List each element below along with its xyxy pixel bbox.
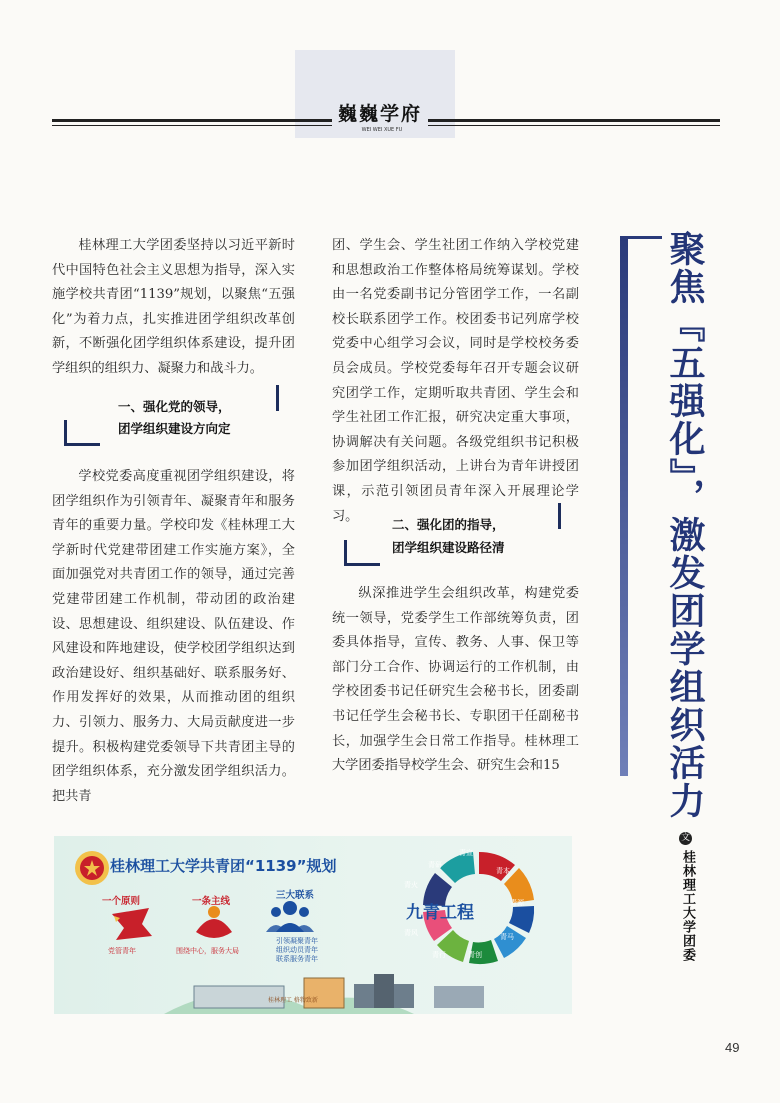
ring-item-4: 青源 bbox=[510, 899, 524, 907]
ring-item-8: 青风 bbox=[404, 929, 418, 937]
section2-paragraph: 纵深推进学生会组织改革，构建党委统一领导，党委学生工作部统筹负责，团委具体指导，宣传、教务、人事、保卫等部门分工合作、协调运行的工作机制，由学校团委书记任研究生会秘书长，团委副书记任学生会秘书长、专职团干任副秘书长，加强学生会日常工作指导。桂林理工大学团委指导校学生会、研究生会和15 bbox=[332, 586, 579, 774]
flag-icon bbox=[112, 908, 152, 940]
section2-heading-line2: 团学组织建设路径清 bbox=[392, 540, 505, 555]
ring-item-3: 青本 bbox=[496, 867, 510, 875]
banner-title: 桂林理工大学共青团“1139”规划 bbox=[110, 857, 337, 875]
section1-bracket-right bbox=[276, 385, 279, 411]
section1-paragraph: 学校党委高度重视团学组织建设，将团学组织作为引领青年、凝聚青年和服务青年的重要力量。学校印发《桂林理工大学新时代党建带团建工作实施方案》，全面加强党对共青团工作的领导，通过完善党建带团建工作机制，带动团的政治建设、思想建设、组织建设、队伍建设、作风建设和阵地建设，使学校团学组织达到政治建设好、组织基础好、联系服务好、作用发挥好的效果，从而推动团的组织力、引领力、服务力、大局贡献度进一步提升。积极构建党委领导下共青团主导的团学组织体系，充分激发团学组织活力。把共青 bbox=[52, 469, 295, 804]
ring-item-9: 青火 bbox=[404, 881, 418, 889]
pillar1-caption: 党管青年 bbox=[108, 947, 136, 955]
pillar3-item-1: 引领凝聚青年 bbox=[276, 937, 318, 945]
header-rule-right-thin bbox=[428, 125, 720, 126]
section1-heading-line1: 一、强化党的领导， bbox=[118, 399, 231, 414]
ring-item-2: 青宣 bbox=[459, 849, 473, 857]
section1-paragraph-continued: 团、学生会、学生社团工作纳入学校党建和思想政治工作整体格局统筹谋划。学校由一名党委副书记分管团学工作，一名副校长联系团学工作。校团委书记列席学校党委中心组学习会议，同时是学校校务委员会成员。学校党委每年召开专题会议研究团学工作，定期听取共青团、学生会和学生社团工作汇报，研究决定重大事项，协调解决有关问题。各级党组织书记积极参加团学组织活动，上讲台为青年讲授团课，示范引领团员青年深入开展理论学习。 bbox=[332, 238, 579, 524]
section1-heading-line2: 团学组织建设方向定 bbox=[118, 421, 231, 436]
ring-item-1: 青研 bbox=[428, 861, 442, 869]
section2-bracket-left-foot bbox=[344, 563, 380, 566]
intro-paragraph: 桂林理工大学团委坚持以习近平新时代中国特色社会主义思想为指导，深入实施学校共青团“1139”规划，以聚焦“五强化”为着力点，扎实推进团学组织改革创新，不断强化团学组织体系建设，提升团学组织的组织力、凝聚力和战斗力。 bbox=[52, 238, 295, 376]
header-rule-right bbox=[428, 119, 720, 122]
pillar2-caption: 围绕中心，服务大局 bbox=[176, 947, 239, 955]
people-group-icon bbox=[266, 901, 314, 932]
ring-item-6: 青创 bbox=[468, 951, 482, 959]
ring-item-5: 青马 bbox=[500, 933, 514, 941]
author-icon: 文 bbox=[680, 833, 690, 843]
ring-item-7: 青行 bbox=[432, 951, 446, 959]
section2-bracket-right bbox=[558, 503, 561, 529]
title-accent-bar bbox=[620, 236, 628, 776]
campus-skyline-graphic bbox=[164, 974, 484, 1014]
youth-league-emblem-icon bbox=[75, 851, 109, 885]
pillar3-item-2: 组织动员青年 bbox=[276, 946, 318, 954]
ring-center-label: 九青工程 bbox=[406, 903, 474, 923]
column-title: 巍巍学府 bbox=[337, 103, 422, 125]
person-icon bbox=[196, 906, 232, 938]
header-rule-left bbox=[52, 119, 332, 122]
article-author: 桂林理工大学团委 bbox=[680, 850, 695, 962]
pillar2-label: 一条主线 bbox=[192, 896, 231, 907]
pillar3-label: 三大联系 bbox=[276, 890, 315, 901]
header-rule-left-thin bbox=[52, 125, 332, 126]
article-title: 聚焦『五强化』，激发团学组织活力 bbox=[664, 230, 705, 820]
page-number: 49 bbox=[725, 1040, 740, 1055]
section1-bracket-left-foot bbox=[64, 443, 100, 446]
pillar1-label: 一个原则 bbox=[102, 896, 141, 907]
pillar3-item-3: 联系服务青年 bbox=[276, 955, 318, 963]
campus-sign: 桂林理工 格物致新 bbox=[268, 997, 318, 1004]
column-subtitle: WEI WEI XUE FU bbox=[361, 127, 403, 133]
title-accent-bar-top bbox=[620, 236, 662, 239]
section2-heading-line1: 二、强化团的指导， bbox=[392, 517, 505, 532]
